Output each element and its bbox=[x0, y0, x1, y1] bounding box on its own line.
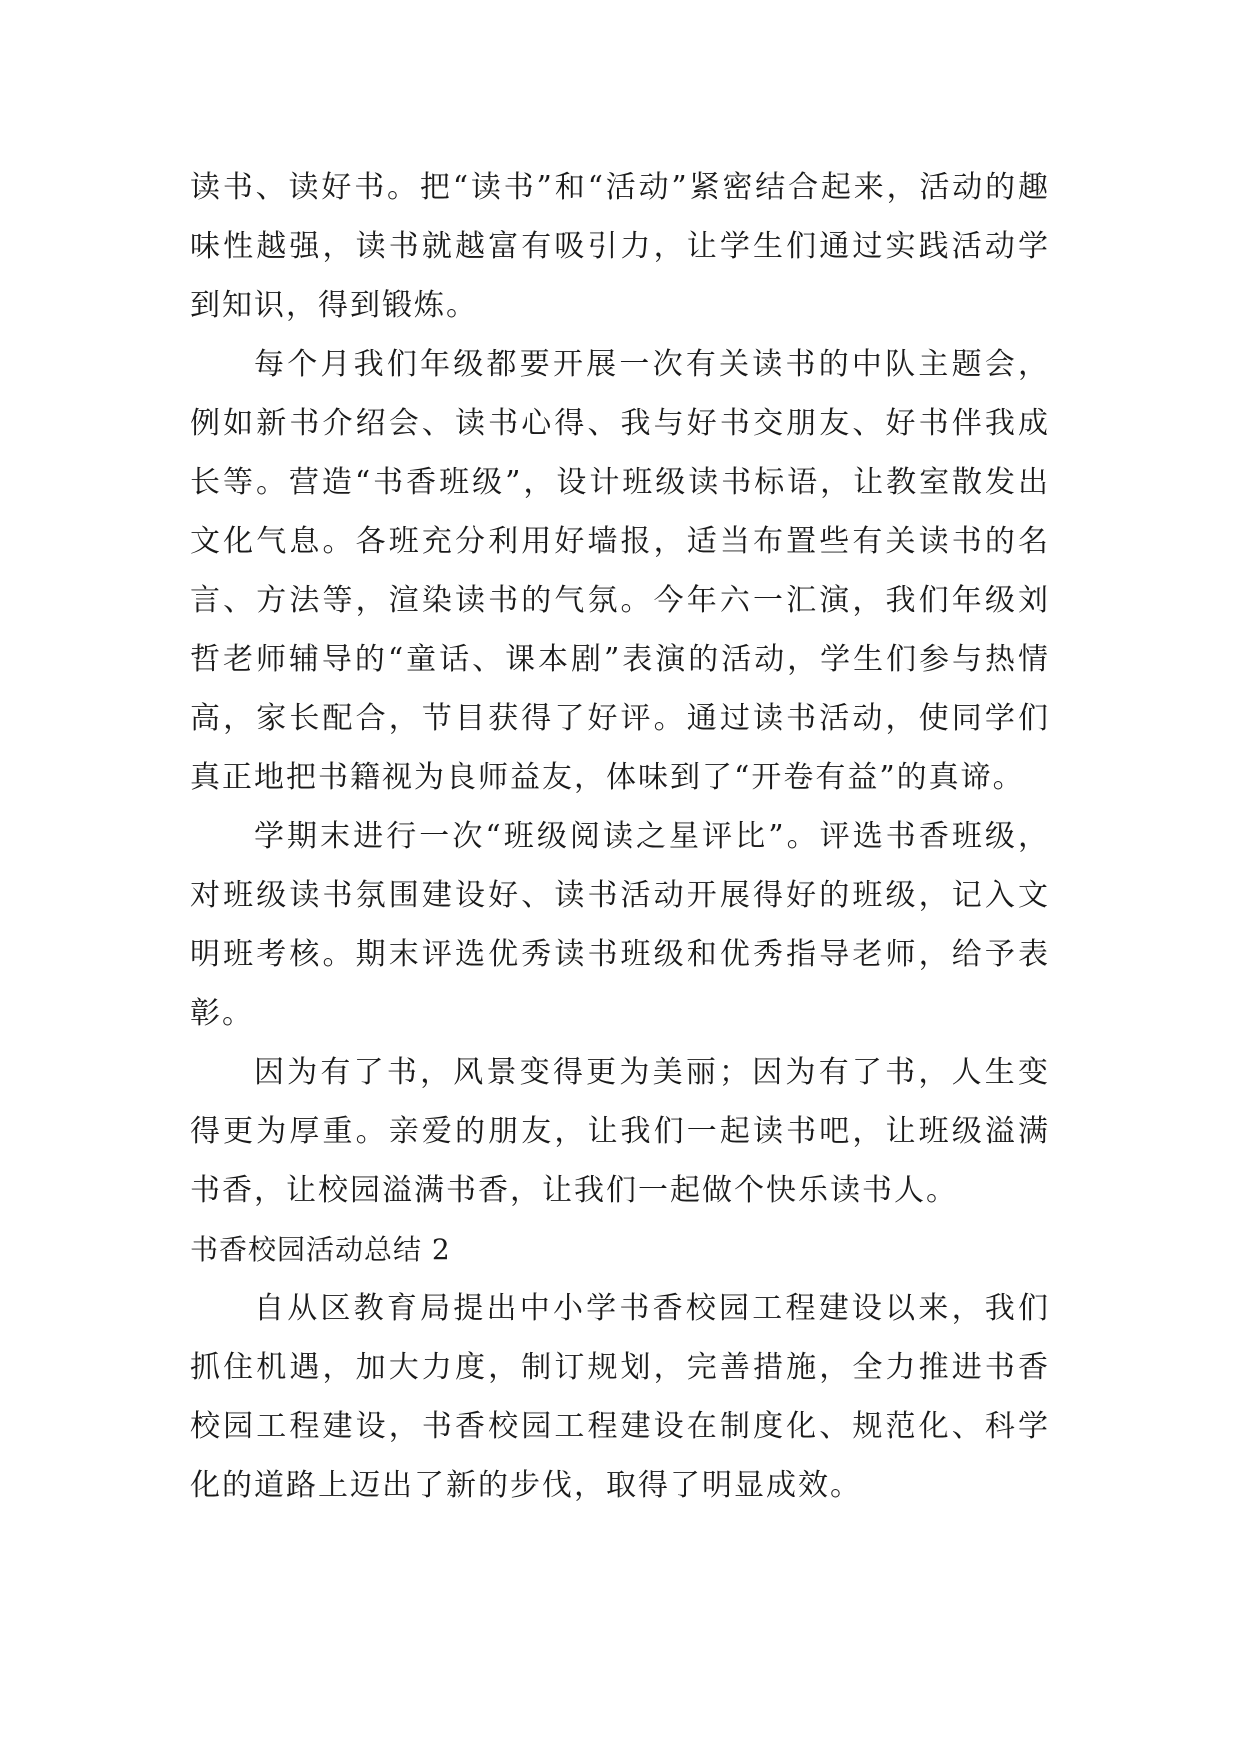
paragraph-monthly-themes: 每个月我们年级都要开展一次有关读书的中队主题会，例如新书介绍会、读书心得、我与好书交朋友、好书伴我成长等。营造“书香班级”，设计班级读书标语，让教室散发出文化气息。各班充分利用好墙报，适当布置些有关读书的名言、方法等，渲染读书的气氛。今年六一汇演，我们年级刘哲老师辅导的“童话、课本剧”表演的活动，学生们参与热情高，家长配合，节目获得了好评。通过读书活动，使同学们真正地把书籍视为良师益友，体味到了“开卷有益”的真谛。 bbox=[190, 347, 1050, 795]
document-body bbox=[190, 158, 1050, 1515]
paragraph-semester-review: 学期末进行一次“班级阅读之星评比”。评选书香班级，对班级读书氛围建设好、读书活动开展得好的班级，记入文明班考核。期末评选优秀读书班级和优秀指导老师，给予表彰。 bbox=[190, 819, 1050, 1031]
paragraph-continued: 读书、读好书。把“读书”和“活动”紧密结合起来，活动的趣味性越强，读书就越富有吸引力，让学生们通过实践活动学到知识，得到锻炼。 bbox=[190, 170, 1050, 323]
paragraph-section-intro: 自从区教育局提出中小学书香校园工程建设以来，我们抓住机遇，加大力度，制订规划，完善措施，全力推进书香校园工程建设，书香校园工程建设在制度化、规范化、科学化的道路上迈出了新的步伐，取得了明显成效。 bbox=[190, 1291, 1050, 1503]
section-heading: 书香校园活动总结 2 bbox=[190, 1233, 451, 1266]
paragraph-closing: 因为有了书，风景变得更为美丽；因为有了书，人生变得更为厚重。亲爱的朋友，让我们一起读书吧，让班级溢满书香，让校园溢满书香，让我们一起做个快乐读书人。 bbox=[190, 1055, 1050, 1208]
